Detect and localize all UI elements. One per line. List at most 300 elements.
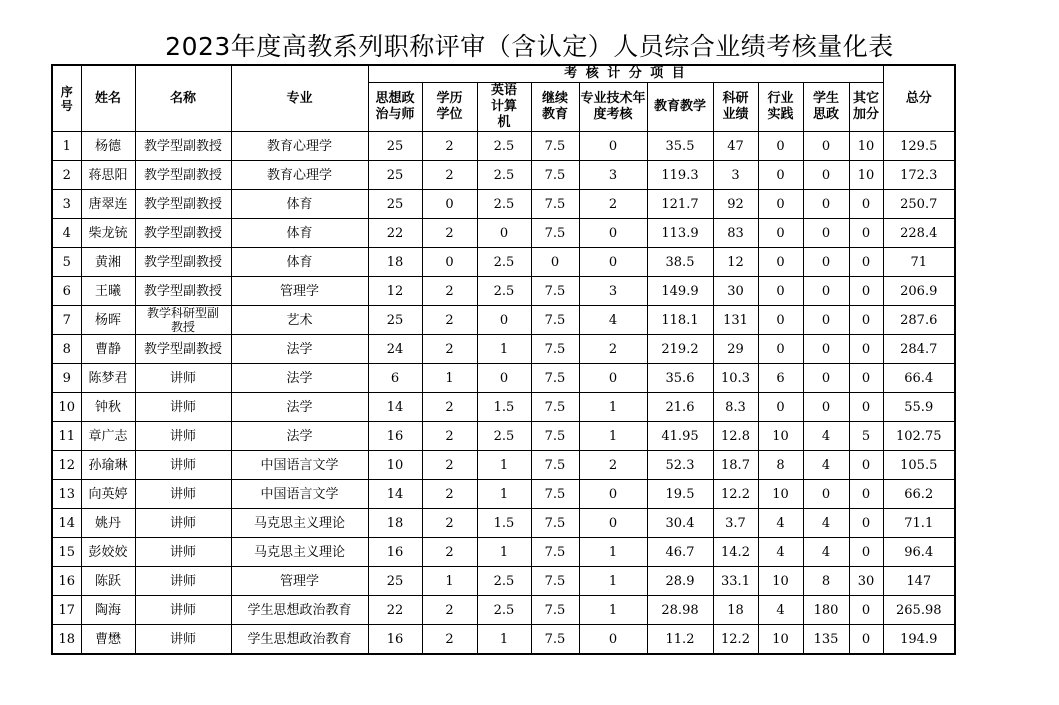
cell-c9: 8	[803, 567, 849, 596]
cell-seq: 16	[52, 567, 81, 596]
cell-title: 讲师	[135, 596, 231, 625]
cell-c5: 1	[579, 393, 647, 422]
cell-name: 杨晖	[81, 306, 135, 335]
cell-c8: 0	[758, 132, 803, 161]
cell-seq: 13	[52, 480, 81, 509]
cell-title: 教学型副教授	[135, 248, 231, 277]
cell-c6: 28.98	[647, 596, 713, 625]
cell-c9: 135	[803, 625, 849, 655]
cell-c6: 11.2	[647, 625, 713, 655]
header-c6: 教育教学	[647, 83, 713, 132]
cell-c7: 47	[713, 132, 758, 161]
cell-total: 96.4	[883, 538, 955, 567]
cell-c6: 46.7	[647, 538, 713, 567]
cell-c2: 2	[422, 219, 477, 248]
cell-seq: 7	[52, 306, 81, 335]
cell-c8: 10	[758, 625, 803, 655]
header-row-1	[52, 65, 955, 83]
cell-c2: 0	[422, 190, 477, 219]
cell-c7: 92	[713, 190, 758, 219]
cell-c3: 2.5	[477, 567, 531, 596]
cell-title: 教学科研型副教授	[135, 306, 231, 335]
cell-c7: 18	[713, 596, 758, 625]
cell-c4: 7.5	[531, 480, 579, 509]
cell-major: 体育	[231, 248, 368, 277]
cell-c1: 16	[368, 625, 422, 655]
cell-c3: 2.5	[477, 596, 531, 625]
cell-seq: 2	[52, 161, 81, 190]
cell-seq: 15	[52, 538, 81, 567]
cell-total: 147	[883, 567, 955, 596]
table-row	[52, 480, 955, 509]
cell-c2: 1	[422, 567, 477, 596]
cell-c2: 2	[422, 509, 477, 538]
cell-c3: 2.5	[477, 422, 531, 451]
cell-c9: 0	[803, 190, 849, 219]
cell-major: 学生思想政治教育	[231, 596, 368, 625]
cell-c1: 25	[368, 161, 422, 190]
cell-c10: 10	[849, 161, 883, 190]
cell-c10: 0	[849, 248, 883, 277]
cell-c2: 2	[422, 393, 477, 422]
cell-c5: 3	[579, 161, 647, 190]
cell-c10: 0	[849, 335, 883, 364]
cell-c7: 3.7	[713, 509, 758, 538]
cell-c2: 2	[422, 161, 477, 190]
cell-c4: 7.5	[531, 567, 579, 596]
cell-c9: 4	[803, 538, 849, 567]
cell-major: 中国语言文学	[231, 480, 368, 509]
cell-c2: 2	[422, 538, 477, 567]
cell-c6: 118.1	[647, 306, 713, 335]
cell-c3: 1	[477, 451, 531, 480]
cell-major: 马克思主义理论	[231, 509, 368, 538]
cell-c8: 0	[758, 219, 803, 248]
cell-total: 71	[883, 248, 955, 277]
cell-major: 教育心理学	[231, 132, 368, 161]
cell-title: 讲师	[135, 364, 231, 393]
cell-seq: 5	[52, 248, 81, 277]
cell-total: 250.7	[883, 190, 955, 219]
cell-total: 228.4	[883, 219, 955, 248]
cell-c7: 18.7	[713, 451, 758, 480]
cell-name: 柴龙铳	[81, 219, 135, 248]
cell-c9: 0	[803, 277, 849, 306]
cell-c6: 35.5	[647, 132, 713, 161]
cell-c1: 6	[368, 364, 422, 393]
cell-c5: 0	[579, 480, 647, 509]
cell-c7: 12.2	[713, 480, 758, 509]
cell-c6: 41.95	[647, 422, 713, 451]
cell-c2: 2	[422, 596, 477, 625]
header-c4: 继续教育	[531, 83, 579, 132]
cell-c4: 7.5	[531, 451, 579, 480]
cell-c5: 3	[579, 277, 647, 306]
header-name: 姓名	[81, 65, 135, 132]
cell-seq: 4	[52, 219, 81, 248]
cell-total: 102.75	[883, 422, 955, 451]
header-c9: 学生思政	[803, 83, 849, 132]
cell-total: 284.7	[883, 335, 955, 364]
cell-c8: 6	[758, 364, 803, 393]
cell-title: 讲师	[135, 422, 231, 451]
cell-c4: 7.5	[531, 335, 579, 364]
cell-c4: 7.5	[531, 538, 579, 567]
cell-c1: 12	[368, 277, 422, 306]
cell-title: 讲师	[135, 567, 231, 596]
cell-title: 教学型副教授	[135, 132, 231, 161]
table-row	[52, 625, 955, 655]
cell-c2: 2	[422, 132, 477, 161]
header-group: 考 核 计 分 项 目	[368, 65, 883, 83]
header-c2: 学历学位	[422, 83, 477, 132]
cell-title: 教学型副教授	[135, 219, 231, 248]
cell-c10: 0	[849, 219, 883, 248]
cell-c4: 7.5	[531, 190, 579, 219]
cell-c8: 0	[758, 277, 803, 306]
cell-c7: 14.2	[713, 538, 758, 567]
cell-c8: 10	[758, 422, 803, 451]
cell-c3: 1	[477, 335, 531, 364]
cell-c4: 7.5	[531, 422, 579, 451]
cell-c2: 2	[422, 422, 477, 451]
cell-title: 讲师	[135, 451, 231, 480]
cell-c10: 0	[849, 306, 883, 335]
cell-c6: 119.3	[647, 161, 713, 190]
cell-c10: 10	[849, 132, 883, 161]
cell-total: 66.2	[883, 480, 955, 509]
cell-c10: 0	[849, 596, 883, 625]
cell-c6: 113.9	[647, 219, 713, 248]
cell-c7: 83	[713, 219, 758, 248]
table-row	[52, 306, 955, 335]
cell-major: 学生思想政治教育	[231, 625, 368, 655]
cell-c9: 4	[803, 451, 849, 480]
cell-seq: 8	[52, 335, 81, 364]
cell-major: 管理学	[231, 567, 368, 596]
cell-c3: 1.5	[477, 509, 531, 538]
cell-major: 中国语言文学	[231, 451, 368, 480]
cell-major: 马克思主义理论	[231, 538, 368, 567]
cell-c5: 0	[579, 364, 647, 393]
cell-seq: 17	[52, 596, 81, 625]
cell-title: 讲师	[135, 538, 231, 567]
header-c7: 科研业绩	[713, 83, 758, 132]
cell-c4: 7.5	[531, 219, 579, 248]
cell-name: 向英婷	[81, 480, 135, 509]
table-row	[52, 393, 955, 422]
cell-c1: 25	[368, 190, 422, 219]
table-row	[52, 509, 955, 538]
header-c1: 思想政治与师	[368, 83, 422, 132]
cell-c1: 24	[368, 335, 422, 364]
cell-c7: 30	[713, 277, 758, 306]
cell-c6: 21.6	[647, 393, 713, 422]
cell-c1: 22	[368, 219, 422, 248]
cell-c9: 0	[803, 364, 849, 393]
cell-c3: 2.5	[477, 190, 531, 219]
cell-c10: 30	[849, 567, 883, 596]
cell-total: 194.9	[883, 625, 955, 655]
cell-c4: 7.5	[531, 161, 579, 190]
cell-c3: 0	[477, 219, 531, 248]
cell-c5: 0	[579, 219, 647, 248]
cell-c8: 8	[758, 451, 803, 480]
cell-c5: 0	[579, 509, 647, 538]
cell-c6: 121.7	[647, 190, 713, 219]
cell-title: 讲师	[135, 625, 231, 655]
cell-title: 教学型副教授	[135, 335, 231, 364]
cell-name: 钟秋	[81, 393, 135, 422]
cell-c3: 1	[477, 480, 531, 509]
cell-title: 讲师	[135, 509, 231, 538]
table-row	[52, 596, 955, 625]
table-row	[52, 248, 955, 277]
cell-c7: 33.1	[713, 567, 758, 596]
cell-c1: 14	[368, 393, 422, 422]
cell-c5: 4	[579, 306, 647, 335]
cell-c4: 7.5	[531, 596, 579, 625]
cell-total: 105.5	[883, 451, 955, 480]
cell-seq: 14	[52, 509, 81, 538]
cell-c10: 0	[849, 393, 883, 422]
cell-c1: 25	[368, 132, 422, 161]
cell-c3: 2.5	[477, 277, 531, 306]
cell-major: 法学	[231, 393, 368, 422]
cell-c8: 0	[758, 306, 803, 335]
table-row	[52, 567, 955, 596]
header-title: 名称	[135, 65, 231, 132]
cell-c1: 16	[368, 422, 422, 451]
cell-c5: 1	[579, 538, 647, 567]
cell-c8: 10	[758, 567, 803, 596]
cell-c5: 0	[579, 132, 647, 161]
cell-c4: 7.5	[531, 364, 579, 393]
cell-c4: 0	[531, 248, 579, 277]
cell-name: 孙瑜琳	[81, 451, 135, 480]
cell-title: 教学型副教授	[135, 190, 231, 219]
cell-c5: 2	[579, 190, 647, 219]
cell-total: 172.3	[883, 161, 955, 190]
cell-c7: 12.2	[713, 625, 758, 655]
cell-c3: 1	[477, 625, 531, 655]
cell-c4: 7.5	[531, 306, 579, 335]
cell-c8: 4	[758, 538, 803, 567]
cell-c10: 0	[849, 364, 883, 393]
cell-major: 法学	[231, 364, 368, 393]
cell-c8: 0	[758, 190, 803, 219]
cell-c10: 0	[849, 509, 883, 538]
cell-c5: 0	[579, 248, 647, 277]
cell-major: 管理学	[231, 277, 368, 306]
cell-seq: 1	[52, 132, 81, 161]
table-row	[52, 161, 955, 190]
cell-c10: 0	[849, 277, 883, 306]
page-title: 2023年度高教系列职称评审（含认定）人员综合业绩考核量化表	[165, 32, 894, 61]
table-row	[52, 132, 955, 161]
cell-c5: 1	[579, 596, 647, 625]
cell-c7: 29	[713, 335, 758, 364]
cell-c1: 10	[368, 451, 422, 480]
cell-c1: 25	[368, 567, 422, 596]
cell-c2: 2	[422, 480, 477, 509]
cell-c7: 12	[713, 248, 758, 277]
header-major: 专业	[231, 65, 368, 132]
cell-major: 教育心理学	[231, 161, 368, 190]
cell-name: 陶海	[81, 596, 135, 625]
table-row	[52, 451, 955, 480]
assessment-table	[51, 64, 956, 655]
cell-c8: 0	[758, 248, 803, 277]
cell-major: 法学	[231, 335, 368, 364]
header-c8: 行业实践	[758, 83, 803, 132]
cell-c2: 2	[422, 306, 477, 335]
cell-c9: 0	[803, 161, 849, 190]
cell-c6: 19.5	[647, 480, 713, 509]
cell-c1: 16	[368, 538, 422, 567]
cell-c7: 10.3	[713, 364, 758, 393]
cell-c10: 0	[849, 190, 883, 219]
cell-c2: 2	[422, 625, 477, 655]
cell-c2: 2	[422, 451, 477, 480]
cell-name: 杨德	[81, 132, 135, 161]
cell-name: 姚丹	[81, 509, 135, 538]
cell-c5: 2	[579, 451, 647, 480]
cell-total: 206.9	[883, 277, 955, 306]
table-body	[52, 132, 955, 655]
cell-major: 体育	[231, 190, 368, 219]
cell-c9: 0	[803, 306, 849, 335]
cell-major: 艺术	[231, 306, 368, 335]
cell-name: 黄湘	[81, 248, 135, 277]
cell-c3: 0	[477, 364, 531, 393]
cell-name: 章广志	[81, 422, 135, 451]
cell-title: 讲师	[135, 480, 231, 509]
cell-c5: 1	[579, 567, 647, 596]
cell-c1: 25	[368, 306, 422, 335]
cell-c2: 2	[422, 277, 477, 306]
cell-c7: 3	[713, 161, 758, 190]
cell-c8: 0	[758, 161, 803, 190]
cell-c3: 2.5	[477, 248, 531, 277]
cell-name: 陈跃	[81, 567, 135, 596]
cell-c6: 28.9	[647, 567, 713, 596]
header-total: 总分	[883, 65, 955, 132]
cell-c9: 4	[803, 422, 849, 451]
cell-c6: 219.2	[647, 335, 713, 364]
cell-c3: 2.5	[477, 161, 531, 190]
cell-total: 287.6	[883, 306, 955, 335]
cell-title: 讲师	[135, 393, 231, 422]
cell-c5: 2	[579, 335, 647, 364]
table-row	[52, 190, 955, 219]
cell-name: 曹懋	[81, 625, 135, 655]
cell-c1: 18	[368, 509, 422, 538]
cell-c9: 0	[803, 219, 849, 248]
cell-c10: 0	[849, 625, 883, 655]
cell-name: 王曦	[81, 277, 135, 306]
cell-c9: 0	[803, 248, 849, 277]
cell-total: 129.5	[883, 132, 955, 161]
cell-major: 法学	[231, 422, 368, 451]
cell-c9: 0	[803, 335, 849, 364]
cell-name: 曹静	[81, 335, 135, 364]
cell-c8: 0	[758, 393, 803, 422]
cell-major: 体育	[231, 219, 368, 248]
cell-c10: 0	[849, 538, 883, 567]
cell-c4: 7.5	[531, 132, 579, 161]
cell-c10: 5	[849, 422, 883, 451]
cell-c8: 4	[758, 509, 803, 538]
cell-title: 教学型副教授	[135, 277, 231, 306]
cell-c5: 1	[579, 422, 647, 451]
cell-c3: 1	[477, 538, 531, 567]
cell-c9: 0	[803, 132, 849, 161]
cell-c2: 2	[422, 335, 477, 364]
header-c10: 其它加分	[849, 83, 883, 132]
header-seq: 序号	[52, 65, 81, 132]
cell-c6: 149.9	[647, 277, 713, 306]
cell-c6: 52.3	[647, 451, 713, 480]
cell-seq: 11	[52, 422, 81, 451]
cell-seq: 3	[52, 190, 81, 219]
cell-c6: 30.4	[647, 509, 713, 538]
cell-seq: 6	[52, 277, 81, 306]
cell-c1: 14	[368, 480, 422, 509]
cell-c7: 12.8	[713, 422, 758, 451]
cell-name: 彭姣姣	[81, 538, 135, 567]
cell-seq: 9	[52, 364, 81, 393]
cell-total: 71.1	[883, 509, 955, 538]
cell-c6: 35.6	[647, 364, 713, 393]
cell-name: 唐翠连	[81, 190, 135, 219]
cell-c4: 7.5	[531, 393, 579, 422]
cell-total: 265.98	[883, 596, 955, 625]
cell-c6: 38.5	[647, 248, 713, 277]
cell-c2: 0	[422, 248, 477, 277]
cell-c1: 22	[368, 596, 422, 625]
cell-c9: 0	[803, 393, 849, 422]
cell-c4: 7.5	[531, 509, 579, 538]
cell-seq: 18	[52, 625, 81, 655]
cell-c4: 7.5	[531, 625, 579, 655]
cell-c8: 10	[758, 480, 803, 509]
cell-name: 陈梦君	[81, 364, 135, 393]
cell-name: 蒋思阳	[81, 161, 135, 190]
cell-c1: 18	[368, 248, 422, 277]
header-c3: 英语计算机	[477, 83, 531, 132]
cell-c4: 7.5	[531, 277, 579, 306]
cell-c10: 0	[849, 451, 883, 480]
cell-c8: 0	[758, 335, 803, 364]
cell-c3: 1.5	[477, 393, 531, 422]
cell-c7: 8.3	[713, 393, 758, 422]
table-row	[52, 277, 955, 306]
table-row	[52, 335, 955, 364]
cell-c9: 4	[803, 509, 849, 538]
cell-total: 55.9	[883, 393, 955, 422]
table-row	[52, 219, 955, 248]
cell-seq: 10	[52, 393, 81, 422]
cell-total: 66.4	[883, 364, 955, 393]
cell-c5: 0	[579, 625, 647, 655]
cell-c10: 0	[849, 480, 883, 509]
cell-c3: 0	[477, 306, 531, 335]
cell-c9: 0	[803, 480, 849, 509]
table-row	[52, 538, 955, 567]
cell-seq: 12	[52, 451, 81, 480]
table-row	[52, 364, 955, 393]
